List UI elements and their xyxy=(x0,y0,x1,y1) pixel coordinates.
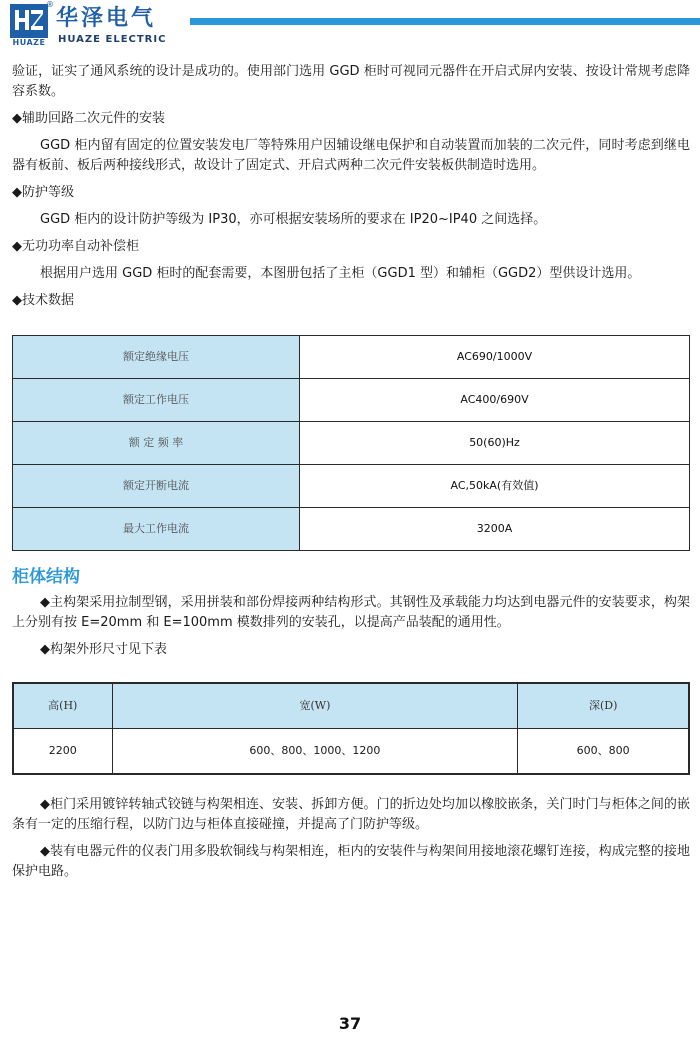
page-number: 37 xyxy=(338,1014,362,1033)
column-header-width: 宽(W) xyxy=(112,683,518,729)
huaze-logo xyxy=(10,4,48,38)
page-content xyxy=(12,62,690,882)
table-row xyxy=(13,508,690,551)
width-value: 600、800、1000、1200 xyxy=(112,729,518,775)
dimensions-table xyxy=(12,682,690,775)
brand-name-chinese: 华泽电气 xyxy=(56,6,157,31)
section-heading-reactive-compensation: ◆无功功率自动补偿柜 xyxy=(12,239,139,254)
spec-label: 额定工作电压 xyxy=(13,379,300,422)
spec-value: 50(60)Hz xyxy=(300,422,690,465)
table-row xyxy=(13,379,690,422)
section-heading-protection-level: ◆防护等级 xyxy=(12,185,74,200)
spec-value: AC400/690V xyxy=(300,379,690,422)
section-text-secondary-components: GGD 柜内留有固定的位置安装发电厂等特殊用户因辅设继电保护和自动装置而加装的二次元件，同时考虑到继电器有板前、板后两种接线形式，故设计了固定式、开启式两种二次元件安装板供制造时选用。 xyxy=(12,138,690,173)
spec-table xyxy=(12,335,690,551)
structure-paragraph-dimensions: ◆构架外形尺寸见下表 xyxy=(40,642,167,657)
spec-value: AC690/1000V xyxy=(300,336,690,379)
spec-label: 额定绝缘电压 xyxy=(13,336,300,379)
depth-value: 600、800 xyxy=(518,729,689,775)
table-row xyxy=(13,465,690,508)
height-value: 2200 xyxy=(13,729,112,775)
brand-name-english: HUAZE ELECTRIC xyxy=(58,34,167,45)
spec-label: 最大工作电流 xyxy=(13,508,300,551)
table-row xyxy=(13,729,689,775)
spec-value: AC,50kA(有效值) xyxy=(300,465,690,508)
closing-paragraph-grounding: ◆装有电器元件的仪表门用多股软铜线与构架相连，柜内的安装件与构架间用接地滚花螺钉连接，构成完整的接地保护电路。 xyxy=(12,844,690,879)
intro-paragraph: 验证，证实了通风系统的设计是成功的。使用部门选用 GGD 柜时可视同元器件在开启式屏内安装、按设计常规考虑降容系数。 xyxy=(12,64,690,99)
spec-label: 额 定 频 率 xyxy=(13,422,300,465)
spec-label: 额定开断电流 xyxy=(13,465,300,508)
column-header-depth: 深(D) xyxy=(518,683,689,729)
closing-paragraph-door: ◆柜门采用镀锌转轴式铰链与构架相连、安装、拆卸方便。门的折边处均加以橡胶嵌条，关门时门与柜体之间的嵌条有一定的压缩行程，以防门边与柜体直接碰撞，并提高了门防护等级。 xyxy=(12,797,690,832)
structure-paragraph-frame: ◆主构架采用拉制型钢，采用拼装和部份焊接两种结构形式。其钢性及承载能力均达到电器元件的安装要求，构架上分别有按 E=20mm 和 E=100mm 模数排列的安装孔，以提高产品装配的通用性。 xyxy=(12,595,690,630)
table-row xyxy=(13,422,690,465)
logo-text: HUAZE xyxy=(12,38,46,47)
column-header-height: 高(H) xyxy=(13,683,112,729)
section-text-reactive-compensation: 根据用户选用 GGD 柜时的配套需要，本图册包括了主柜（GGD1 型）和辅柜（GGD2）型供设计选用。 xyxy=(40,266,641,281)
section-text-protection-level: GGD 柜内的设计防护等级为 IP30，亦可根据安装场所的要求在 IP20~IP40 之间选择。 xyxy=(40,212,547,227)
section-title-cabinet-structure: 柜体结构 xyxy=(12,567,80,587)
table-row xyxy=(13,336,690,379)
header-accent-bar xyxy=(190,18,700,25)
tech-data-heading: ◆技术数据 xyxy=(12,293,74,308)
page-header xyxy=(0,0,700,50)
logo-mark-icon xyxy=(13,9,45,31)
table-header-row xyxy=(13,683,689,729)
section-heading-secondary-components: ◆辅助回路二次元件的安装 xyxy=(12,111,165,126)
registered-mark: ® xyxy=(46,0,54,9)
spec-value: 3200A xyxy=(300,508,690,551)
